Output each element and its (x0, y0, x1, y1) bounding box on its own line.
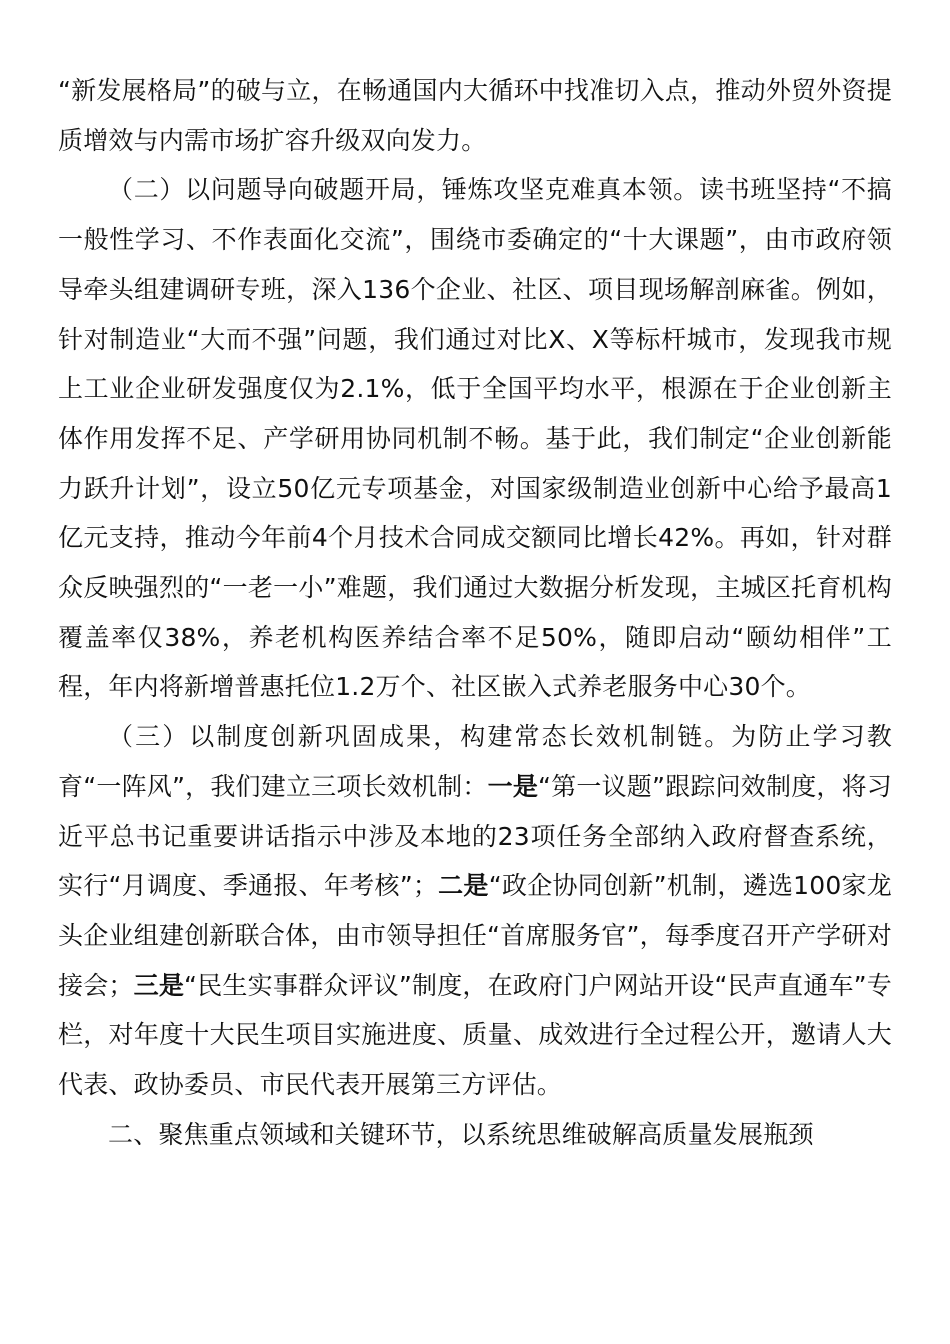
paragraph-continued: “新发展格局”的破与立，在畅通国内大循环中找准切入点，推动外贸外资提质增效与内需市场扩容升级双向发力。 (58, 76, 892, 155)
first-mechanism-text: “第一议题”跟踪问效制度，将习近平总书记重要讲话指示中涉及本地的23项任务全部纳入政府督查系统，实行“月调度、季通报、年考核”； (58, 771, 893, 901)
third-mechanism-text: “民生实事群众评议”制度，在政府门户网站开设“民声直通车”专栏，对年度十大民生项目实施进度、质量、成效进行全过程公开，邀请人大代表、政协委员、市民代表开展第三方评估。 (58, 970, 893, 1100)
first-mechanism-label: 一是 (487, 771, 539, 801)
paragraph-section-two: （二）以问题导向破题开局，锤炼攻坚克难真本领。读书班坚持“不搞一般性学习、不作表面化交流”，围绕市委确定的“十大课题”，由市政府领导牵头组建调研专班，深入136个企业、社区、项目现场解剖麻雀。例如，针对制造业“大而不强”问题，我们通过对比X、X等标杆城市，发现我市规上工业企业研发强度仅为2.1%，低于全国平均水平，根源在于企业创新主体作用发挥不足、产学研用协同机制不畅。基于此，我们制定“企业创新能力跃升计划”，设立50亿元专项基金，对国家级制造业创新中心给予最高1亿元支持，推动今年前4个月技术合同成交额同比增长42%。再如，针对群众反映强烈的“一老一小”难题，我们通过大数据分析发现，主城区托育机构覆盖率仅38%，养老机构医养结合率不足50%，随即启动“颐幼相伴”工程，年内将新增普惠托位1.2万个、社区嵌入式养老服务中心30个。 (58, 175, 892, 702)
second-mechanism-text: “政企协同创新”机制，遴选100家龙头企业组建创新联合体，由市领导担任“首席服务官”，每季度召开产学研对接会； (58, 871, 892, 1000)
document-body (58, 66, 892, 1159)
paragraph-section-three (58, 712, 892, 1110)
section-heading-two: 二、聚焦重点领域和关键环节，以系统思维破解高质量发展瓶颈 (108, 1119, 814, 1149)
third-mechanism-label: 三是 (133, 970, 185, 1000)
second-mechanism-label: 二是 (438, 871, 489, 901)
section-three-intro: （三）以制度创新巩固成果，构建常态长效机制链。为防止学习教育“一阵风”，我们建立三项长效机制： (58, 722, 892, 801)
